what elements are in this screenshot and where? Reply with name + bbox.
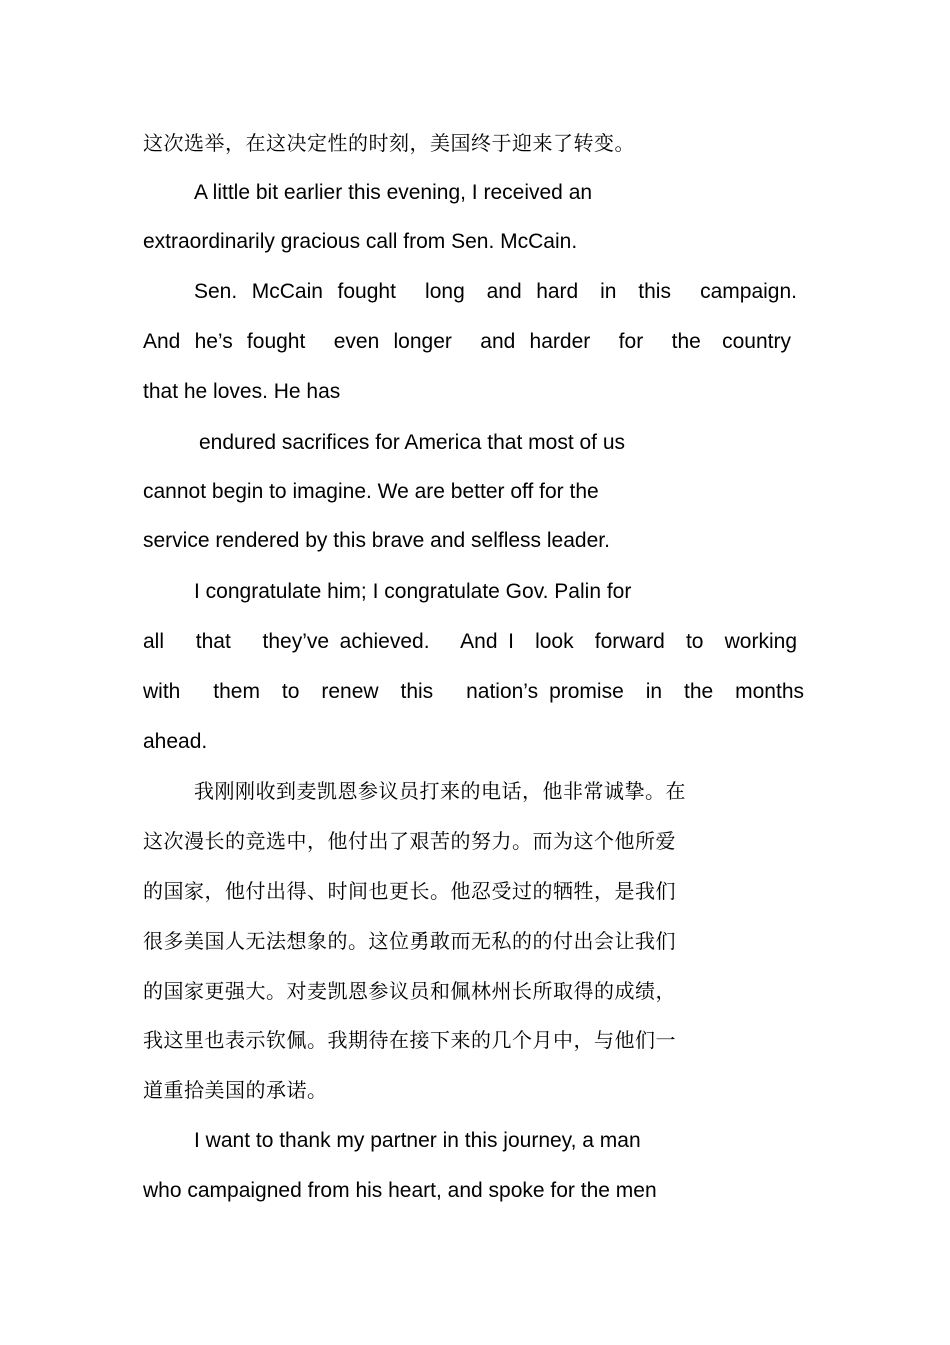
text-line: service rendered by this brave and selfless leader. — [143, 529, 610, 552]
text-line: who campaigned from his heart, and spoke for the men — [143, 1179, 657, 1202]
text-line: all that they’ve achieved. And I look forward to working — [143, 630, 797, 653]
text-line: endured sacrifices for America that most of us — [199, 431, 626, 454]
text-line: A little bit earlier this evening, I received an — [194, 181, 593, 204]
text-line: extraordinarily gracious call from Sen. McCain. — [143, 230, 578, 253]
text-line: 这次选举，在这决定性的时刻，美国终于迎来了转变。 — [143, 131, 635, 155]
text-line: I want to thank my partner in this journey, a man — [194, 1129, 641, 1152]
text-line: I congratulate him; I congratulate Gov. Palin for — [194, 580, 632, 603]
text-line: that he loves. He has — [143, 380, 341, 403]
text-line: 我这里也表示钦佩。我期待在接下来的几个月中，与他们一 — [143, 1028, 676, 1052]
text-line: ahead. — [143, 730, 208, 753]
text-line: cannot begin to imagine. We are better off for the — [143, 480, 599, 503]
text-line: And he’s fought even longer and harder for the country — [143, 330, 791, 353]
text-line: 这次漫长的竞选中，他付出了艰苦的努力。而为这个他所爱 — [143, 829, 676, 853]
text-line: 我刚刚收到麦凯恩参议员打来的电话，他非常诚挚。在 — [194, 779, 686, 803]
text-line: Sen. McCain fought long and hard in this campaign. — [194, 280, 797, 303]
text-line: 的国家，他付出得、时间也更长。他忍受过的牺牲，是我们 — [143, 879, 676, 903]
text-line: 很多美国人无法想象的。这位勇敢而无私的的付出会让我们 — [143, 929, 676, 953]
text-line: with them to renew this nation’s promise in the months — [143, 680, 804, 703]
text-line: 的国家更强大。对麦凯恩参议员和佩林州长所取得的成绩， — [143, 979, 676, 1003]
text-line: 道重拾美国的承诺。 — [143, 1078, 328, 1102]
